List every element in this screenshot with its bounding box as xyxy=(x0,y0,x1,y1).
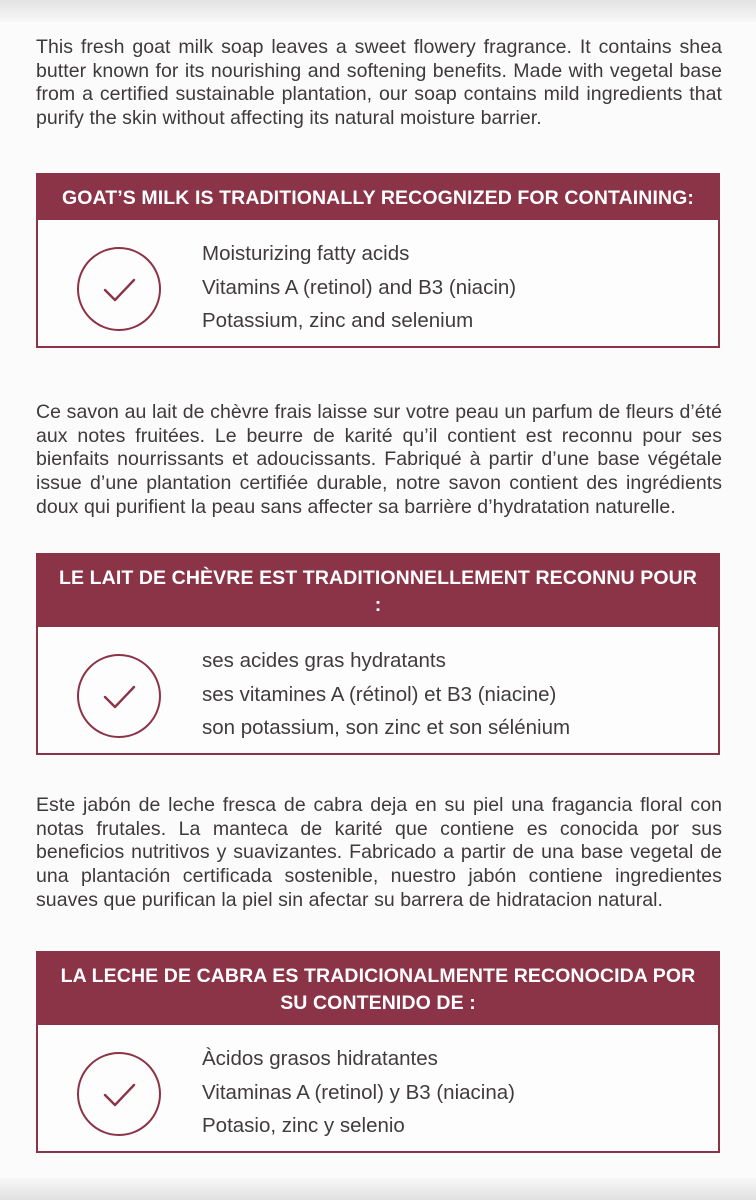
benefits-header: LA LECHE DE CABRA ES TRADICIONALMENTE RECONOCIDA POR SU CONTENIDO DE : xyxy=(38,953,718,1025)
benefits-body xyxy=(38,220,718,346)
english-benefits-box xyxy=(36,173,720,348)
french-benefits-box xyxy=(36,553,720,755)
check-circle-icon xyxy=(74,1049,164,1139)
list-item: ses acides gras hydratants xyxy=(202,649,446,672)
check-circle-icon xyxy=(74,244,164,334)
description-text: Ce savon au lait de chèvre frais laisse sur votre peau un parfum de fleurs d’été aux notes fruitées. Le beurre de karité qu’il contient est reconnu pour ses bienfaits nourrissants et adoucissants. Fabriqué à partir d’une base végétale issue d’une plantation certifiée durable, notre savon contient des ingrédients doux qui purifient la peau sans affecter sa barrière d’hydratation naturelle. xyxy=(36,401,722,518)
english-description xyxy=(36,36,722,131)
list-item: Potassium, zinc and selenium xyxy=(202,309,474,332)
french-description xyxy=(36,401,722,520)
benefits-body xyxy=(38,1025,718,1151)
benefits-list xyxy=(202,1042,515,1143)
benefits-header: GOAT’S MILK IS TRADITIONALLY RECOGNIZED FOR CONTAINING: xyxy=(38,175,718,220)
list-item: ses vitamines A (rétinol) et B3 (niacine) xyxy=(202,682,557,706)
list-item: Potasio, zinc y selenio xyxy=(202,1114,405,1137)
spanish-description xyxy=(36,794,722,913)
list-item: Àcidos grasos hidratantes xyxy=(202,1047,438,1070)
benefits-header: LE LAIT DE CHÈVRE EST TRADITIONNELLEMENT RECONNU POUR : xyxy=(38,555,718,627)
list-item: son potassium, son zinc et son sélénium xyxy=(202,716,571,739)
benefits-body xyxy=(38,627,718,753)
package-top-edge xyxy=(0,0,756,22)
description-text: This fresh goat milk soap leaves a sweet flowery fragrance. It contains shea butter known for its nourishing and softening benefits. Made with vegetal base from a certified sustainable plantation, our soap contains mild ingredients that purify the skin without affecting its natural moisture barrier. xyxy=(36,36,722,130)
description-text: Este jabón de leche fresca de cabra deja en su piel una fragancia floral con notas frutales. La manteca de karité que contiene es conocida por sus beneficios nutritivos y suavizantes. Fabricado a partir de una base vegetal de una plantación certificada sostenible, nuestro jabón contiene ingredientes suaves que purifican la piel sin afectar su barrera de hidratacion natural. xyxy=(36,794,722,911)
benefits-list xyxy=(202,644,570,745)
package-bottom-edge xyxy=(0,1178,756,1200)
spanish-benefits-box xyxy=(36,951,720,1153)
list-item: Vitaminas A (retinol) y B3 (niacina) xyxy=(202,1080,515,1104)
check-circle-icon xyxy=(74,651,164,741)
list-item: Moisturizing fatty acids xyxy=(202,242,410,265)
list-item: Vitamins A (retinol) and B3 (niacin) xyxy=(202,275,517,299)
benefits-list xyxy=(202,237,516,338)
